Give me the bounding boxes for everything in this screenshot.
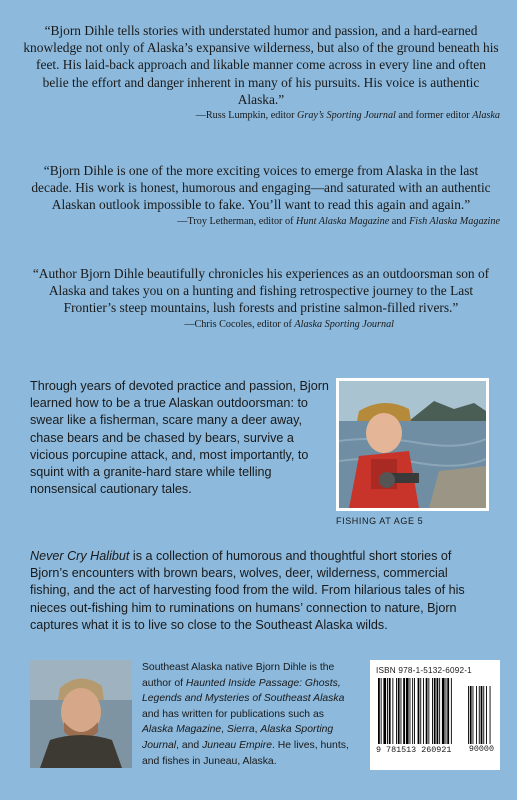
barcode-bar: [432, 678, 433, 744]
barcode-bar: [387, 678, 388, 744]
barcode-bar: [418, 678, 420, 744]
barcode-bar: [396, 678, 397, 744]
barcode-bar: [434, 678, 436, 744]
review-quote-1: [22, 22, 500, 122]
quote-text: “Bjorn Dihle is one of the more exciting voices to emerge from Alaska in the last decade. His work is honest, humorous and engaging—and saturated with an authentic Alaskan outlook impossible to fake. You’ll want to read this again and again.”: [31, 163, 491, 213]
childhood-fishing-photo: [336, 378, 489, 511]
price-barcode-bar: [483, 686, 484, 744]
price-barcode-bar: [468, 686, 469, 744]
barcode-bar: [446, 678, 447, 744]
barcode-bar: [412, 678, 413, 744]
barcode-bar: [447, 678, 449, 744]
barcode-bar: [442, 678, 445, 744]
author-portrait: [30, 660, 132, 768]
barcode-bar: [420, 678, 421, 744]
price-barcode-bar: [470, 686, 472, 744]
barcode-bar: [403, 678, 405, 744]
barcode-bar: [401, 678, 402, 744]
intro-paragraph: Through years of devoted practice and passion, Bjorn learned how to be a true Alaskan outdoorsman: to swear like a fisherman, scare many a deer away, chase bears and be chased by bears, survive a vicious porcupine attack, and, most importantly, to squint with a granite-hard stare while telling nonsensical cautionary tales.: [30, 379, 329, 497]
quote-text: “Bjorn Dihle tells stories with understated humor and passion, and a hard-earned knowledge not only of Alaska’s expansive wilderness, but also of the ground beneath his feet. His laid-back approach and likable manner come across in every line and often belie the effort and danger inherent in many of his pursuits. His voice is authentic Alaska.”: [23, 23, 499, 107]
barcode-bar: [398, 678, 400, 744]
barcode-bar: [423, 678, 424, 744]
price-barcode-bar: [490, 686, 491, 744]
author-photo: [30, 660, 132, 768]
book-title: Never Cry Halibut: [30, 549, 130, 563]
price-barcode-bar: [476, 686, 477, 744]
barcode-bar: [439, 678, 440, 744]
barcode-digits: 9 781513 260921: [376, 745, 452, 755]
book-description: Never Cry Halibut is a collection of humorous and thoughtful short stories of Bjorn’s encounters with brown bears, wolves, deer, wilderness, commercial fishing, and the act of harvesting food from the wild. From hilarious tales of his nieces out-fishing him to ruminations on humans’ connection to nature, Bjorn captures what it is to live so close to the Southeast Alaska wilds.: [30, 549, 465, 632]
review-quote-2: [22, 162, 500, 228]
quote-text: “Author Bjorn Dihle beautifully chronicles his experiences as an outdoorsman son of Alaska and takes you on a hunting and fishing retrospective journey to the Last Frontier’s steep mountains, lush forests and pristine salmon-filled rivers.”: [32, 266, 490, 316]
review-quote-3: [22, 265, 500, 331]
barcode-numbers: [376, 744, 494, 755]
barcode-bar: [437, 678, 439, 744]
barcode-bars: [376, 678, 494, 744]
author-bio: Southeast Alaska native Bjorn Dihle is the author of Haunted Inside Passage: Ghosts, Legends and Mysteries of Southeast Alaska and has written for publications such as Alaska Magazine, Sierra, Alaska Sporting Journal, and Juneau Empire. He lives, hunts, and fishes in Juneau, Alaska.: [142, 662, 349, 767]
barcode-bar: [383, 678, 386, 744]
quote-attribution: —Chris Cocoles, editor of Alaska Sporting Journal: [184, 318, 394, 330]
barcode-bar: [378, 678, 380, 744]
quote-attribution: —Troy Letherman, editor of Hunt Alaska Magazine and Fish Alaska Magazine: [177, 215, 500, 227]
barcode-bar: [381, 678, 382, 744]
price-barcode-bar: [479, 686, 480, 744]
isbn-number: ISBN 978-1-5132-6092-1: [376, 666, 472, 675]
barcode-bar: [392, 678, 393, 744]
photo-illustration: [339, 381, 486, 508]
barcode-bar: [426, 678, 428, 744]
barcode-bar: [406, 678, 409, 744]
price-code: 90000: [468, 744, 494, 754]
price-barcode-bar: [473, 686, 474, 744]
barcode-bar: [451, 678, 452, 744]
quote-attribution: —Russ Lumpkin, editor Gray’s Sporting Journal and former editor Alaska: [195, 110, 500, 122]
isbn-barcode: [370, 660, 500, 770]
barcode-bar: [389, 678, 391, 744]
price-barcode-bar: [481, 686, 483, 744]
price-barcode-bar: [486, 686, 487, 744]
barcode-bar: [414, 678, 415, 744]
photo-caption: FISHING AT AGE 5: [336, 516, 424, 526]
barcode-bar: [428, 678, 429, 744]
barcode-bar: [410, 678, 411, 744]
